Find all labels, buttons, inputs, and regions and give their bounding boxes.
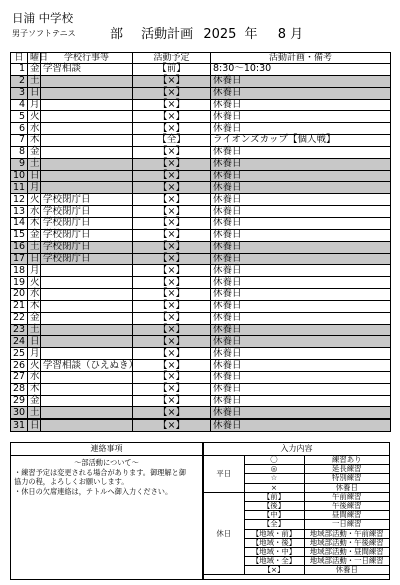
plan-code-cell: 【×】 [133, 348, 211, 360]
weekday-cell: 火 [28, 277, 41, 289]
plan-code-cell: 【×】 [133, 395, 211, 407]
event-cell [41, 348, 133, 360]
notes-line: ～部活動について～ [74, 458, 139, 467]
legend-group-label: 平日 [204, 456, 244, 492]
plan-code-cell: 【×】 [133, 182, 211, 194]
schedule-row [11, 135, 391, 147]
weekday-cell: 日 [28, 87, 41, 99]
event-cell [41, 336, 133, 348]
notes-body [11, 456, 202, 498]
event-cell [41, 123, 133, 135]
legend-desc: 延長練習 [304, 465, 389, 474]
weekday-cell: 日 [28, 419, 41, 431]
day-cell: 31 [11, 419, 28, 431]
plan-code-cell: 【×】 [133, 383, 211, 395]
weekday-cell: 日 [28, 170, 41, 182]
plan-code-cell: 【×】 [133, 265, 211, 277]
notes-line: ・練習予定は変更される場合があります。御理解と御 [14, 467, 186, 477]
note-cell: 休養日 [211, 229, 391, 241]
note-cell: 休養日 [211, 206, 391, 218]
legend-desc: 地域部活動・一日練習 [304, 557, 389, 566]
day-cell: 17 [11, 253, 28, 265]
weekday-cell: 水 [28, 371, 41, 383]
legend-symbol: 【地域・前】 [244, 529, 304, 538]
legend-title: 入力内容 [204, 443, 389, 456]
weekday-cell: 土 [28, 324, 41, 336]
note-cell: 休養日 [211, 371, 391, 383]
day-cell: 5 [11, 111, 28, 123]
col-note: 活動計画・備考 [211, 53, 391, 64]
plan-code-cell: 【×】 [133, 170, 211, 182]
event-cell: 学校閉庁日 [41, 217, 133, 229]
plan-code-cell: 【×】 [133, 217, 211, 229]
weekday-cell: 火 [28, 111, 41, 123]
event-cell [41, 158, 133, 170]
event-cell: 学校閉庁日 [41, 206, 133, 218]
legend-desc: 地域部活動・午後練習 [304, 538, 389, 547]
day-cell: 20 [11, 289, 28, 301]
event-cell [41, 371, 133, 383]
schedule-row [11, 146, 391, 158]
legend-desc: 地域部活動・昼間練習 [304, 547, 389, 556]
weekday-cell: 木 [28, 217, 41, 229]
col-weekday: 曜日 [28, 53, 41, 64]
note-cell: 休養日 [211, 123, 391, 135]
notes-line: ・休日の欠席連絡は，テトルへ御入力ください。 [14, 486, 173, 496]
weekday-cell: 土 [28, 407, 41, 419]
schedule-row [11, 99, 391, 111]
notes-box [10, 442, 203, 580]
legend-table [204, 456, 389, 575]
schedule-row [11, 87, 391, 99]
event-cell [41, 395, 133, 407]
legend-symbol: 【中】 [244, 511, 304, 520]
legend-symbol: ◎ [244, 465, 304, 474]
plan-code-cell: 【全】 [133, 135, 211, 147]
plan-code-cell: 【×】 [133, 75, 211, 87]
schedule-row [11, 158, 391, 170]
schedule-row [11, 265, 391, 277]
event-cell [41, 324, 133, 336]
day-cell: 29 [11, 395, 28, 407]
note-cell: 休養日 [211, 87, 391, 99]
club-name: 男子ソフトテニス [12, 29, 76, 38]
plan-code-cell: 【×】 [133, 253, 211, 265]
schedule-row [11, 383, 391, 395]
day-cell: 3 [11, 87, 28, 99]
day-cell: 14 [11, 217, 28, 229]
plan-code-cell: 【×】 [133, 99, 211, 111]
legend-symbol: 【地域・全】 [244, 557, 304, 566]
legend-desc: 特別練習 [304, 474, 389, 483]
plan-code-cell: 【×】 [133, 241, 211, 253]
event-cell [41, 277, 133, 289]
club-word: 部 [110, 27, 124, 42]
day-cell: 26 [11, 360, 28, 372]
day-cell: 6 [11, 123, 28, 135]
legend-symbol: 【後】 [244, 501, 304, 510]
event-cell [41, 312, 133, 324]
weekday-cell: 火 [28, 360, 41, 372]
day-cell: 22 [11, 312, 28, 324]
schedule-row [11, 371, 391, 383]
event-cell: 学校閉庁日 [41, 229, 133, 241]
note-cell: 休養日 [211, 360, 391, 372]
plan-code-cell: 【×】 [133, 87, 211, 99]
event-cell [41, 300, 133, 312]
weekday-cell: 金 [28, 64, 41, 76]
schedule-row [11, 75, 391, 87]
event-cell [41, 170, 133, 182]
day-cell: 11 [11, 182, 28, 194]
event-cell [41, 111, 133, 123]
plan-code-cell: 【×】 [133, 229, 211, 241]
legend-desc: 一日練習 [304, 520, 389, 529]
day-cell: 25 [11, 348, 28, 360]
event-cell [41, 289, 133, 301]
weekday-cell: 金 [28, 146, 41, 158]
plan-code-cell: 【前】 [133, 64, 211, 76]
note-cell: 休養日 [211, 383, 391, 395]
schedule-row [11, 182, 391, 194]
plan-code-cell: 【×】 [133, 206, 211, 218]
schedule-row [11, 336, 391, 348]
weekday-cell: 土 [28, 241, 41, 253]
weekday-cell: 日 [28, 336, 41, 348]
page-title [110, 23, 303, 42]
weekday-cell: 水 [28, 123, 41, 135]
legend-symbol: 【地域・後】 [244, 538, 304, 547]
day-cell: 28 [11, 383, 28, 395]
schedule-table [10, 52, 391, 432]
month-unit: 月 [290, 27, 304, 42]
day-cell: 19 [11, 277, 28, 289]
day-cell: 9 [11, 158, 28, 170]
event-cell [41, 182, 133, 194]
col-plan: 活動予定 [133, 53, 211, 64]
note-cell: 休養日 [211, 419, 391, 431]
schedule-row [11, 395, 391, 407]
plan-code-cell: 【×】 [133, 300, 211, 312]
note-cell: 休養日 [211, 348, 391, 360]
col-day: 日 [11, 53, 28, 64]
day-cell: 12 [11, 194, 28, 206]
day-cell: 1 [11, 64, 28, 76]
plan-code-cell: 【×】 [133, 289, 211, 301]
day-cell: 30 [11, 407, 28, 419]
note-cell: 休養日 [211, 75, 391, 87]
month-value: 8 [277, 27, 286, 42]
schedule-row [11, 194, 391, 206]
schedule-header-row [11, 53, 391, 64]
schedule-row [11, 111, 391, 123]
schedule-row [11, 277, 391, 289]
weekday-cell: 木 [28, 300, 41, 312]
weekday-cell: 月 [28, 182, 41, 194]
notes-title: 連絡事項 [11, 443, 202, 456]
note-cell: 休養日 [211, 277, 391, 289]
note-cell: 8:30～10:30 [211, 64, 391, 76]
schedule-row [11, 407, 391, 419]
day-cell: 8 [11, 146, 28, 158]
legend-desc: 休養日 [304, 566, 389, 575]
day-cell: 10 [11, 170, 28, 182]
schedule-row [11, 217, 391, 229]
day-cell: 16 [11, 241, 28, 253]
day-cell: 23 [11, 324, 28, 336]
schedule-row [11, 300, 391, 312]
weekday-cell: 土 [28, 158, 41, 170]
weekday-cell: 月 [28, 265, 41, 277]
event-cell [41, 87, 133, 99]
note-cell: 休養日 [211, 289, 391, 301]
plan-label: 活動計画 [141, 27, 194, 42]
schedule-row [11, 206, 391, 218]
note-cell: 休養日 [211, 241, 391, 253]
year-value: 2025 [203, 27, 237, 42]
event-cell [41, 146, 133, 158]
weekday-cell: 水 [28, 289, 41, 301]
note-cell: 休養日 [211, 336, 391, 348]
legend-symbol: 【地域・中】 [244, 547, 304, 556]
legend-symbol: × [244, 483, 304, 492]
event-cell [41, 99, 133, 111]
note-cell: 休養日 [211, 170, 391, 182]
legend-symbol: 【前】 [244, 492, 304, 501]
plan-code-cell: 【×】 [133, 111, 211, 123]
note-cell: 休養日 [211, 194, 391, 206]
event-cell [41, 407, 133, 419]
weekday-cell: 月 [28, 348, 41, 360]
schedule-row [11, 241, 391, 253]
event-cell: 学習相談 [41, 64, 133, 76]
legend-desc: 休養日 [304, 483, 389, 492]
year-unit: 年 [244, 27, 258, 42]
note-cell: 休養日 [211, 407, 391, 419]
schedule-row [11, 312, 391, 324]
legend-box [203, 442, 390, 580]
plan-code-cell: 【×】 [133, 123, 211, 135]
weekday-cell: 木 [28, 383, 41, 395]
legend-symbol: 〇 [244, 456, 304, 465]
event-cell: 学校閉庁日 [41, 241, 133, 253]
schedule-row [11, 289, 391, 301]
legend-desc: 午後練習 [304, 501, 389, 510]
schedule-row [11, 64, 391, 76]
weekday-cell: 金 [28, 229, 41, 241]
event-cell: 学習相談（ひえぬき） [41, 360, 133, 372]
event-cell: 学校閉庁日 [41, 253, 133, 265]
weekday-cell: 日 [28, 253, 41, 265]
schedule-row [11, 170, 391, 182]
plan-code-cell: 【×】 [133, 360, 211, 372]
event-cell [41, 383, 133, 395]
schedule-row [11, 253, 391, 265]
note-cell: ライオンズカップ【個人戦】 [211, 135, 391, 147]
note-cell: 休養日 [211, 217, 391, 229]
schedule-row [11, 123, 391, 135]
plan-code-cell: 【×】 [133, 371, 211, 383]
schedule-row [11, 360, 391, 372]
plan-code-cell: 【×】 [133, 324, 211, 336]
day-cell: 4 [11, 99, 28, 111]
schedule-row [11, 419, 391, 431]
day-cell: 21 [11, 300, 28, 312]
plan-code-cell: 【×】 [133, 194, 211, 206]
plan-code-cell: 【×】 [133, 146, 211, 158]
weekday-cell: 金 [28, 395, 41, 407]
plan-code-cell: 【×】 [133, 336, 211, 348]
legend-symbol: 【全】 [244, 520, 304, 529]
day-cell: 27 [11, 371, 28, 383]
note-cell: 休養日 [211, 111, 391, 123]
note-cell: 休養日 [211, 312, 391, 324]
note-cell: 休養日 [211, 146, 391, 158]
legend-desc: 練習あり [304, 456, 389, 465]
note-cell: 休養日 [211, 182, 391, 194]
weekday-cell: 金 [28, 312, 41, 324]
day-cell: 18 [11, 265, 28, 277]
event-cell: 学校閉庁日 [41, 194, 133, 206]
legend-desc: 地域部活動・午前練習 [304, 529, 389, 538]
schedule-row [11, 229, 391, 241]
weekday-cell: 火 [28, 194, 41, 206]
weekday-cell: 木 [28, 135, 41, 147]
note-cell: 休養日 [211, 265, 391, 277]
event-cell [41, 135, 133, 147]
col-event: 学校行事等 [41, 53, 133, 64]
note-cell: 休養日 [211, 324, 391, 336]
legend-symbol: ☆ [244, 474, 304, 483]
weekday-cell: 月 [28, 99, 41, 111]
plan-code-cell: 【×】 [133, 158, 211, 170]
schedule-row [11, 324, 391, 336]
legend-desc: 昼間練習 [304, 511, 389, 520]
note-cell: 休養日 [211, 300, 391, 312]
plan-code-cell: 【×】 [133, 419, 211, 431]
school-name: 日浦 中学校 [12, 11, 74, 25]
event-cell [41, 265, 133, 277]
schedule-row [11, 348, 391, 360]
plan-code-cell: 【×】 [133, 277, 211, 289]
note-cell: 休養日 [211, 253, 391, 265]
legend-desc: 午前練習 [304, 492, 389, 501]
day-cell: 2 [11, 75, 28, 87]
weekday-cell: 水 [28, 206, 41, 218]
weekday-cell: 土 [28, 75, 41, 87]
plan-code-cell: 【×】 [133, 312, 211, 324]
day-cell: 24 [11, 336, 28, 348]
note-cell: 休養日 [211, 395, 391, 407]
day-cell: 7 [11, 135, 28, 147]
plan-code-cell: 【×】 [133, 407, 211, 419]
event-cell [41, 419, 133, 431]
legend-group-label: 休日 [204, 492, 244, 575]
day-cell: 15 [11, 229, 28, 241]
note-cell: 休養日 [211, 99, 391, 111]
note-cell: 休養日 [211, 158, 391, 170]
legend-symbol: 【×】 [244, 566, 304, 575]
event-cell [41, 75, 133, 87]
day-cell: 13 [11, 206, 28, 218]
notes-line: 協力の程，よろしくお願いします。 [14, 477, 129, 486]
